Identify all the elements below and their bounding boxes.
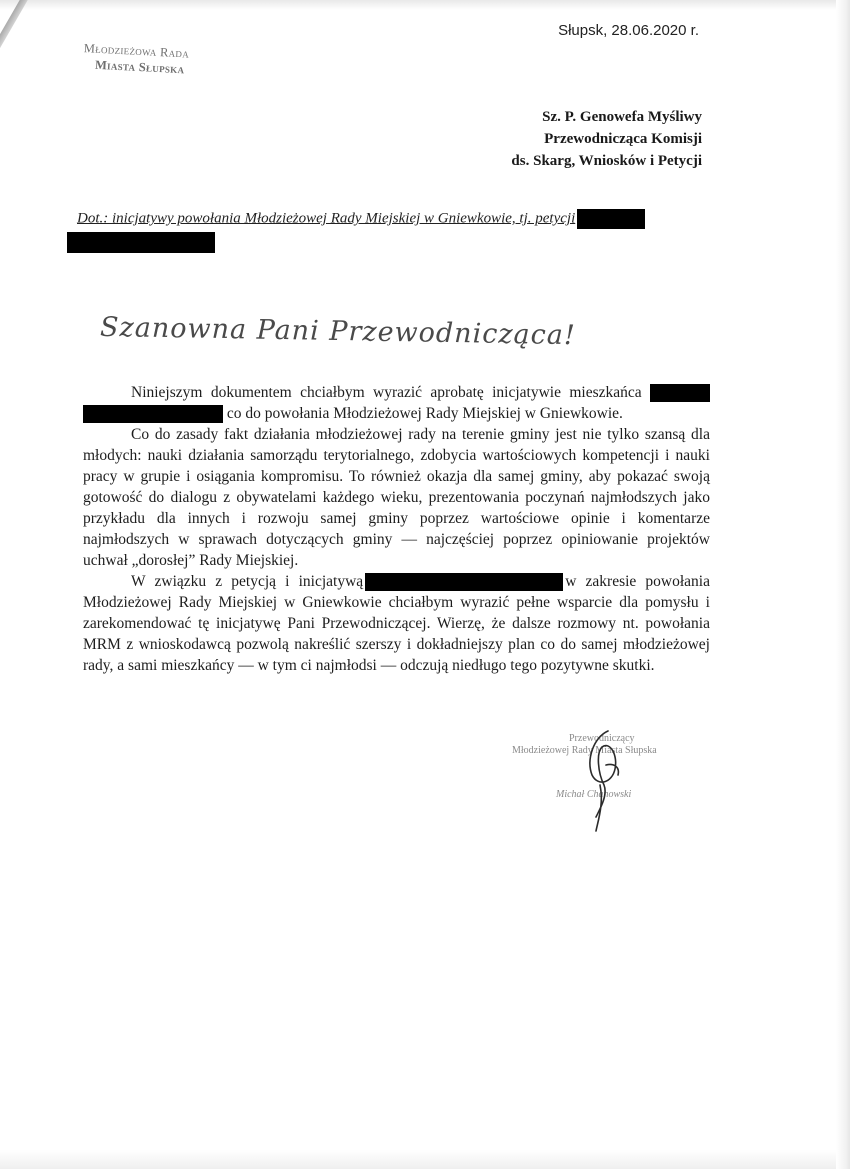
paragraph-1-start: Niniejszym dokumentem chciałbym wyrazić aprobatę inicjatywie mieszkańca <box>131 384 642 401</box>
paragraph-3 <box>83 571 710 676</box>
signature-title-line-1: Przewodniczący <box>569 733 635 744</box>
redaction-bar <box>67 232 215 253</box>
stamp-line-2: Miasta Słupska <box>94 57 185 77</box>
handwritten-greeting: Szanowna Pani Przewodnicząca! <box>99 311 576 352</box>
stamp-line-1: Młodzieżowa Rada <box>83 41 190 61</box>
recipient-block <box>511 106 702 172</box>
redaction-bar <box>577 209 645 229</box>
paragraph-2: Co do zasady fakt działania młodzieżowej rady na terenie gminy jest nie tylko szansą dla młodych: nauki działania samorządu terytorialnego, zdobycia wartościowych kompetencji i nauki pracy w grupie i osiągania kompromisu. To również okazja dla samej gminy, aby pokazać swoją gotowość do dialogu z obywatelami każdego wieku, prezentowania poczynań najmłodszych jako przykładu dla innych i rozwoju samej gminy poprzez wartościowe opinie i komentarze najmłodszych w sprawach dotyczących gminy — najczęściej poprzez opiniowanie projektów uchwał „dorosłej” Rady Miejskiej. <box>83 426 710 569</box>
signature-title-line-2: Młodzieżowej Rady Miasta Słupska <box>512 745 657 756</box>
paragraph-3-start: W związku z petycją i inicjatywą <box>131 573 364 590</box>
subject-line <box>77 209 645 229</box>
organization-stamp <box>82 40 234 94</box>
handwritten-signature-icon <box>512 725 712 835</box>
letter-body <box>83 382 710 676</box>
redaction-bar <box>365 573 563 591</box>
paragraph-1 <box>83 382 710 424</box>
recipient-committee: ds. Skarg, Wniosków i Petycji <box>511 153 702 169</box>
paragraph-1-end: co do powołania Młodzieżowej Rady Miejskiej w Gniewkowie. <box>226 405 623 422</box>
paragraph-3-end: w zakresie powołania Młodzieżowej Rady Miejskiej w Gniewkowie chciałbym wyrazić pełne wsparcie dla pomysłu i zarekomendować tę inicjatywę Pani Przewodniczącej. Wierzę, że dalsze rozmowy nt. powołania MRM z wnioskodawcą pozwolą nakreślić szerszy i dokładniejszy plan co do samej młodzieżowej rady, a sami mieszkańcy — w tym ci najmłodsi — odczują niedługo tego pozytywne skutki. <box>83 573 710 674</box>
signature-block <box>512 725 712 835</box>
signature-name: Michał Chanowski <box>556 789 632 800</box>
recipient-role: Przewodnicząca Komisji <box>544 131 702 147</box>
redaction-bar <box>83 405 223 423</box>
recipient-name: Sz. P. Genowefa Myśliwy <box>542 109 702 125</box>
scan-fold-mark <box>0 0 62 53</box>
redaction-bar <box>650 384 710 402</box>
letter-date: Słupsk, 28.06.2020 r. <box>558 22 699 39</box>
subject-text: Dot.: inicjatywy powołania Młodzieżowej Rady Miejskiej w Gniewkowie, tj. petycji <box>77 210 576 227</box>
